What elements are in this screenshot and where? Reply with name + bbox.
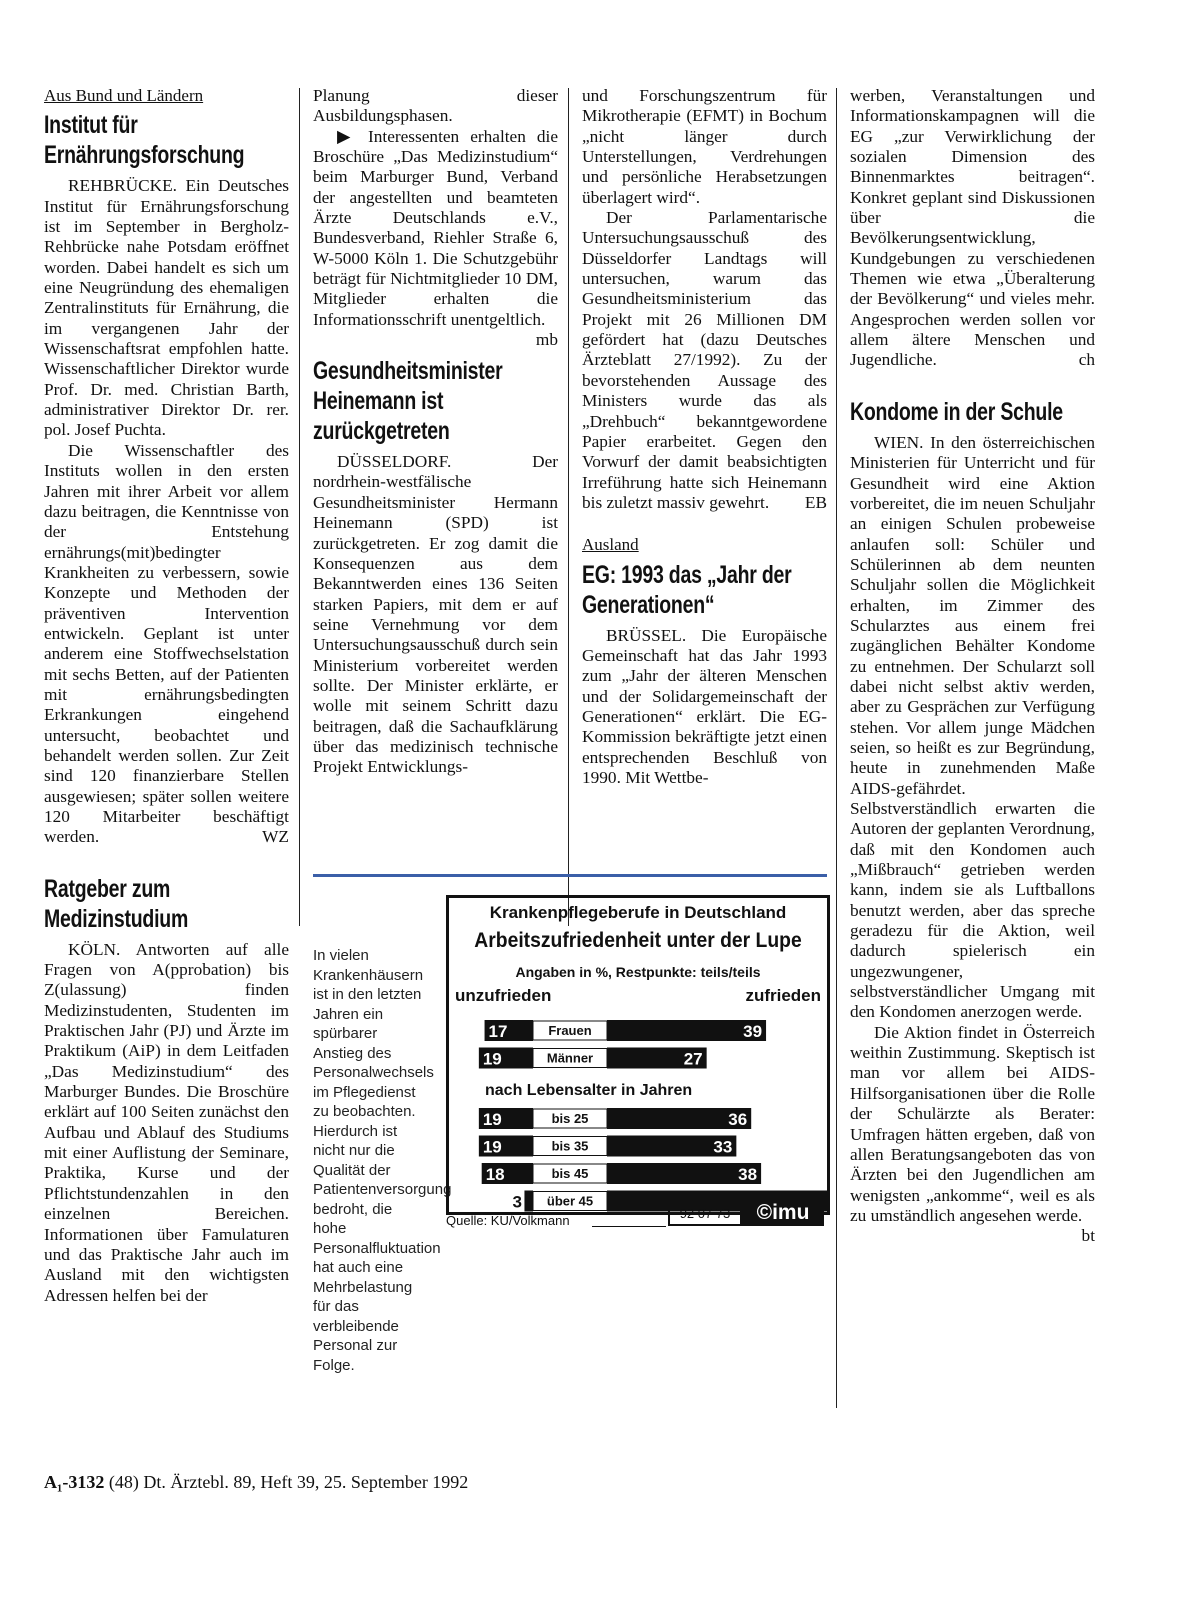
value-zufrieden: 33	[713, 1137, 733, 1157]
value-unzufrieden: 18	[485, 1165, 505, 1184]
page-id: A₁-3132	[44, 1472, 105, 1492]
author-signature: WZ	[262, 827, 289, 847]
headline: EG: 1993 das „Jahr der Generationen“	[582, 560, 792, 619]
row-label: Frauen	[548, 1023, 592, 1038]
article-paragraph: werben, Veranstaltungen und Informationskampagnen will die EG „zur Verwirklichung der sozialen Dimension des Binnenmarktes beitragen“. Konkret geplant sind Diskussionen über die Bevölkerungsentwicklung, Kundgebungen zu verschiedenen Themen wie etwa „Überalterung der Bevölkerung“ und vieles mehr. Angesprochen werden sollen vor allem ältere Menschen und Jugendliche. ch	[850, 86, 1095, 370]
value-unzufrieden: 3	[512, 1192, 522, 1212]
column-2	[313, 86, 558, 778]
page-footer	[44, 1472, 468, 1493]
satisfaction-chart	[446, 895, 830, 1215]
value-unzufrieden: 19	[482, 1137, 502, 1157]
article-paragraph: BRÜSSEL. Die Europäische Gemeinschaft hat das Jahr 1993 zum „Jahr der älteren Menschen und der Solidargemeinschaft der Generationen“ erklärt. Die EG-Kommission bekräftigte jetzt einen entsprechenden Beschluß von 1990. Mit Wettbe-	[582, 625, 827, 787]
chart-left-label: unzufrieden	[455, 986, 552, 1005]
column-rule	[299, 88, 300, 926]
chart-top-rule	[313, 874, 827, 877]
chart-source: Quelle: KU/Volkmann	[446, 1213, 570, 1228]
imu-logo: ©imu	[742, 1200, 824, 1226]
headline: Kondome in der Schule	[850, 397, 1063, 426]
article-paragraph: REHBRÜCKE. Ein Deutsches Institut für Ernährungsforschung ist im September in Bergholz-Rehbrücke nahe Potsdam eröffnet worden. Dabei handelt es sich um eine Neugründung des ehemaligen Zentralinstituts für Ernährung, die im vergangenen Jahr der Wissenschaftsrat empfohlen hatte. Wissenschaftlicher Direktor wurde Prof. Dr. med. Christian Barth, administrativer Direktor Dr. rer. pol. Josef Puchta.	[44, 176, 289, 440]
section-label: Ausland	[582, 535, 639, 555]
value-unzufrieden: 17	[488, 1022, 508, 1041]
sidebar-caption: In vielen Krankenhäusern ist in den letzten Jahren ein spürbarer Anstieg des Personalwechsels im Pflegedienst zu beobachten. Hierdurch ist nicht nur die Qualität der Patientenversorgung bedroht, die hohe Personalfluktuation hat auch eine Mehrbelastung für das verbleibende Personal zur Folge.	[313, 947, 452, 1374]
value-zufrieden: 38	[738, 1165, 758, 1184]
article-paragraph: WIEN. In den österreichischen Ministerien für Unterricht und für Gesundheit wird eine Aktion vorbereitet, die im neuen Schuljahr an einigen Schulen probeweise anlaufen soll: Schüler und Schülerinnen ab dem neunten Schuljahr sollen die Möglichkeit erhalten, im Zimmer des Schularztes aus einem frei zugänglichen Behälter Kondome zu entnehmen. Der Schularzt soll dabei nicht selbst aktiv werden, aber zu Gesprächen zur Verfügung stehen. Vor allem junge Mädchen seien, so heißt es zur Begründung, heute in zunehmenden Maße AIDS-gefährdet. Selbstverständlich erwarten die Autoren der geplanten Verordnung, daß mit den Kondomen auch „Mißbrauch“ getrieben werden kann, indem sie als Luftballons benutzt werden, aber das spreche geradezu für die Aktion, weil dadurch spielerisch ein ungezwungener, selbstverständlicher Umgang mit den Kondomen anerzogen werde.	[850, 432, 1095, 1022]
author-signature: mb	[535, 330, 558, 350]
chart-title: Krankenpflegeberufe in Deutschland	[489, 903, 787, 922]
value-zufrieden: 27	[683, 1049, 703, 1069]
headline: Institut für Ernährungsforschung	[44, 111, 245, 170]
value-unzufrieden: 19	[482, 1049, 502, 1069]
article-paragraph: DÜSSELDORF. Der nordrhein-westfälische Gesundheitsminister Hermann Heinemann (SPD) ist zurückgetreten. Er zog damit die Konsequenzen aus dem Bekanntwerden eines 136 Seiten starken Papiers, mit dem er auf seine Vernehmung vor dem Untersuchungsausschuß durch sein Ministerium vorbereitet werden sollte. Der Minister erklärte, er wolle mit seinem Schritt dazu beitragen, daß die Sachaufklärung über das medizinisch technische Projekt Entwicklungs-	[313, 452, 558, 777]
column-3	[582, 86, 827, 788]
row-label: bis 35	[551, 1138, 589, 1154]
column-rule	[568, 88, 569, 926]
article-paragraph: Der Parlamentarische Untersuchungsausschuß des Düsseldorfer Landtags will untersuchen, warum das Gesundheitsministerium das Projekt mit 26 Millionen DM gefördert hat (dazu Deutsches Ärzteblatt 27/1992). Zu der bevorstehenden Aussage des Ministers wurde das als „Drehbuch“ bekanntgewordene Papier erarbeitet. Gegen den Vorwurf der damit beabsichtigten Irreführung hatte sich Heinemann bis zuletzt massiv gewehrt. EB	[582, 208, 827, 512]
column-4	[850, 86, 1095, 1247]
chart-code: 92 07 73	[668, 1202, 742, 1226]
group-heading: nach Lebensalter in Jahren	[485, 1082, 693, 1099]
footer-text: (48) Dt. Ärztebl. 89, Heft 39, 25. September 1992	[108, 1472, 469, 1492]
value-zufrieden: 39	[743, 1022, 763, 1041]
row-label: Männer	[546, 1050, 594, 1066]
headline: Ratgeber zum Medizinstudium	[44, 874, 189, 933]
article-paragraph: Planung dieser Ausbildungsphasen.	[313, 86, 558, 126]
chart-bars	[449, 898, 827, 1212]
row-label: bis 25	[551, 1111, 589, 1126]
article-paragraph: ▶ Interessenten erhalten die Broschüre „Das Medizinstudium“ beim Marburger Bund, Verband der angestellten und beamteten Ärzte Deutschlands e.V., Bundesverband, Riehler Straße 6, W-5000 Köln 1. Die Schutzgebühr beträgt für Nichtmitglieder 10 DM, Mitglieder erhalten die Informationsschrift unentgeltlich. mb	[313, 126, 558, 350]
author-signature: ch	[1078, 350, 1095, 370]
column-rule	[836, 88, 837, 1408]
source-line	[592, 1226, 666, 1227]
bar-unzufrieden	[524, 1191, 533, 1212]
value-zufrieden: 36	[728, 1110, 748, 1129]
value-unzufrieden: 19	[482, 1110, 502, 1129]
chart-right-label: zufrieden	[745, 986, 821, 1005]
row-label: bis 45	[551, 1166, 589, 1181]
article-paragraph: Die Wissenschaftler des Instituts wollen in den ersten Jahren mit ihrer Arbeit vor allem dazu beitragen, die Kenntnisse von der Entstehung ernährungs(mit)bedingter Krankheiten zu verbessern, sowie Konzepte und Methoden der präventiven Intervention entwickeln. Geplant ist unter anderem eine Stoffwechselstation mit sechs Betten, auf der Patienten mit ernährungsbedingten Erkrankungen eingehend untersucht, beobachtet und behandelt werden sollen. Zur Zeit sind 120 finanzierbare Stellen ausgewiesen; später sollen weitere 120 Mitarbeiter beschäftigt werden. WZ	[44, 440, 289, 847]
article-paragraph: Die Aktion findet in Österreich weithin Zustimmung. Skeptisch ist man vor allem bei AIDS-Hilfsorganisationen über die Rolle der Schulärzte als Berater: Umfragen hätten ergeben, daß von allen Beratungsangeboten das von Ärzten bei den Jugendlichen am wenigsten „ankomme“, weil es als zu umständlich angesehen werde. bt	[850, 1022, 1095, 1246]
row-label: über 45	[546, 1193, 594, 1209]
author-signature: bt	[1081, 1226, 1095, 1246]
column-1	[44, 86, 289, 1306]
article-paragraph: KÖLN. Antworten auf alle Fragen von A(pprobation) bis Z(ulassung) finden Medizinstudenten, Studenten im Praktischen Jahr (PJ) und Ärzte im Praktikum (AiP) in dem Leitfaden „Das Medizinstudium“ des Marburger Bundes. Die Broschüre erklärt auf 100 Seiten zunächst den Aufbau und Ablauf des Studiums mit einer Auflistung der Seminare, Praktika, Kurse und der Pflichtstundenzahlen in den einzelnen Bereichen. Informationen über Famulaturen und das Praktische Jahr auch im Ausland mit den wichtigsten Adressen helfen bei der	[44, 939, 289, 1305]
section-label: Aus Bund und Ländern	[44, 86, 204, 105]
author-signature: EB	[804, 492, 827, 512]
chart-note: Angaben in %, Restpunkte: teils/teils	[515, 964, 761, 980]
headline: Gesundheitsminister Heinemann ist zurückgetreten	[313, 357, 503, 446]
article-paragraph: und Forschungszentrum für Mikrotherapie (EFMT) in Bochum „nicht länger durch Unterstellungen, Verdrehungen und persönliche Herabsetzungen überlagert wird“.	[582, 86, 827, 207]
chart-subtitle: Arbeitszufriedenheit unter der Lupe	[474, 929, 802, 952]
